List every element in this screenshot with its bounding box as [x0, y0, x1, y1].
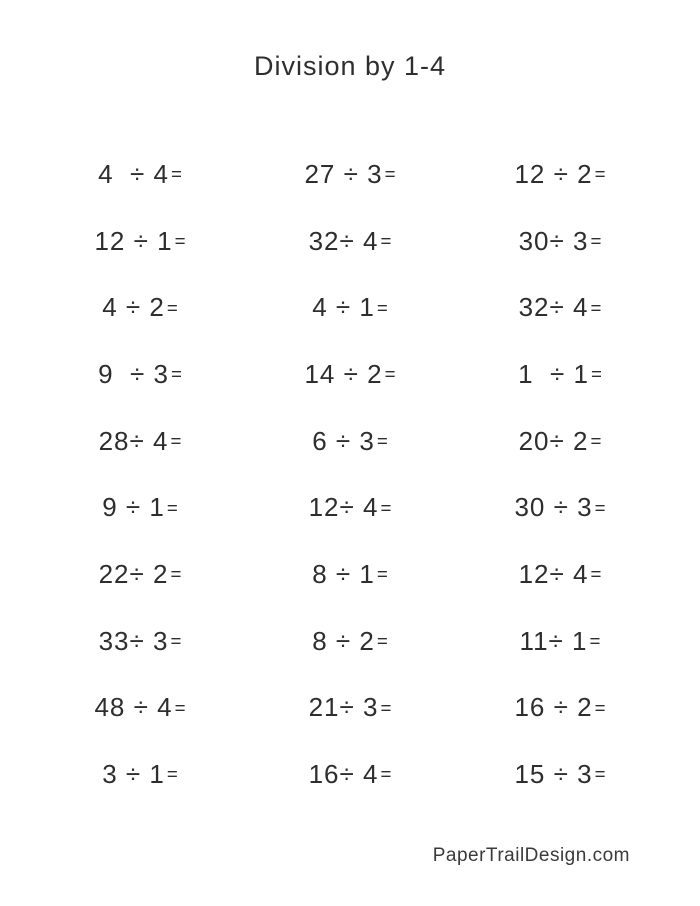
problems-grid [35, 141, 665, 808]
equals-sign: = [384, 163, 396, 185]
problem-expression: 20÷ 2 [518, 425, 589, 456]
equals-sign: = [376, 630, 388, 652]
problem-expression: 12 ÷ 1 [94, 225, 173, 256]
problem-expression: 22÷ 2 [98, 558, 169, 589]
division-problem [514, 692, 605, 723]
division-problem [519, 226, 602, 257]
equals-sign: = [384, 363, 396, 385]
division-problem [309, 759, 392, 790]
division-problem [312, 559, 388, 590]
division-problem [312, 426, 388, 457]
division-problem [99, 559, 182, 590]
problem-expression: 1 ÷ 1 [518, 358, 589, 389]
problem-expression: 48 ÷ 4 [94, 692, 173, 723]
division-problem [312, 292, 388, 323]
division-problem [102, 492, 178, 523]
division-problem [102, 292, 178, 323]
division-problem [94, 226, 185, 257]
equals-sign: = [166, 496, 178, 518]
division-problem [99, 426, 182, 457]
division-problem [519, 559, 602, 590]
division-problem [304, 359, 395, 390]
problem-expression: 12 ÷ 2 [514, 158, 593, 189]
equals-sign: = [376, 429, 388, 451]
problem-expression: 4 ÷ 4 [98, 158, 169, 189]
problem-expression: 14 ÷ 2 [304, 358, 383, 389]
problem-expression: 11÷ 1 [519, 625, 588, 656]
division-problem [309, 492, 392, 523]
problem-expression: 27 ÷ 3 [304, 158, 383, 189]
equals-sign: = [380, 229, 392, 251]
equals-sign: = [590, 229, 602, 251]
division-problem [309, 226, 392, 257]
equals-sign: = [594, 763, 606, 785]
problem-expression: 8 ÷ 2 [312, 625, 375, 656]
division-problem [102, 759, 178, 790]
equals-sign: = [166, 296, 178, 318]
problem-expression: 33÷ 3 [98, 625, 169, 656]
equals-sign: = [590, 363, 602, 385]
equals-sign: = [174, 696, 186, 718]
equals-sign: = [590, 296, 602, 318]
equals-sign: = [174, 229, 186, 251]
division-problem [519, 426, 602, 457]
equals-sign: = [589, 630, 601, 652]
equals-sign: = [380, 496, 392, 518]
equals-sign: = [380, 696, 392, 718]
equals-sign: = [170, 630, 182, 652]
problem-expression: 16÷ 4 [308, 759, 379, 790]
division-problem [514, 759, 605, 790]
footer-credit: PaperTrailDesign.com [432, 845, 630, 866]
division-problem [94, 692, 185, 723]
page-title: Division by 1-4 [253, 51, 447, 81]
equals-sign: = [376, 296, 388, 318]
problem-expression: 28÷ 4 [98, 425, 169, 456]
equals-sign: = [170, 563, 182, 585]
division-problem [519, 292, 602, 323]
problem-expression: 8 ÷ 1 [312, 558, 375, 589]
division-problem [309, 692, 392, 723]
problem-expression: 4 ÷ 2 [102, 292, 165, 323]
division-problem [312, 626, 388, 657]
problem-expression: 12÷ 4 [518, 558, 589, 589]
division-problem [99, 626, 182, 657]
problem-expression: 30÷ 3 [518, 225, 589, 256]
problem-expression: 6 ÷ 3 [312, 425, 375, 456]
division-problem [304, 159, 395, 190]
division-problem [514, 492, 605, 523]
division-problem [98, 159, 182, 190]
equals-sign: = [594, 163, 606, 185]
equals-sign: = [380, 763, 392, 785]
equals-sign: = [170, 363, 182, 385]
problem-expression: 9 ÷ 1 [102, 492, 165, 523]
problem-expression: 12÷ 4 [308, 492, 379, 523]
division-problem [98, 359, 182, 390]
problem-expression: 30 ÷ 3 [514, 492, 593, 523]
equals-sign: = [590, 429, 602, 451]
equals-sign: = [594, 696, 606, 718]
equals-sign: = [170, 163, 182, 185]
problem-expression: 3 ÷ 1 [102, 759, 165, 790]
equals-sign: = [170, 429, 182, 451]
division-problem [518, 359, 602, 390]
division-problem [514, 159, 605, 190]
problem-expression: 32÷ 4 [518, 292, 589, 323]
equals-sign: = [594, 496, 606, 518]
problem-expression: 16 ÷ 2 [514, 692, 593, 723]
problem-expression: 9 ÷ 3 [98, 358, 169, 389]
problem-expression: 15 ÷ 3 [514, 759, 593, 790]
division-problem [520, 626, 601, 657]
equals-sign: = [376, 563, 388, 585]
problem-expression: 4 ÷ 1 [312, 292, 375, 323]
equals-sign: = [590, 563, 602, 585]
equals-sign: = [166, 763, 178, 785]
problem-expression: 21÷ 3 [308, 692, 379, 723]
problem-expression: 32÷ 4 [308, 225, 379, 256]
